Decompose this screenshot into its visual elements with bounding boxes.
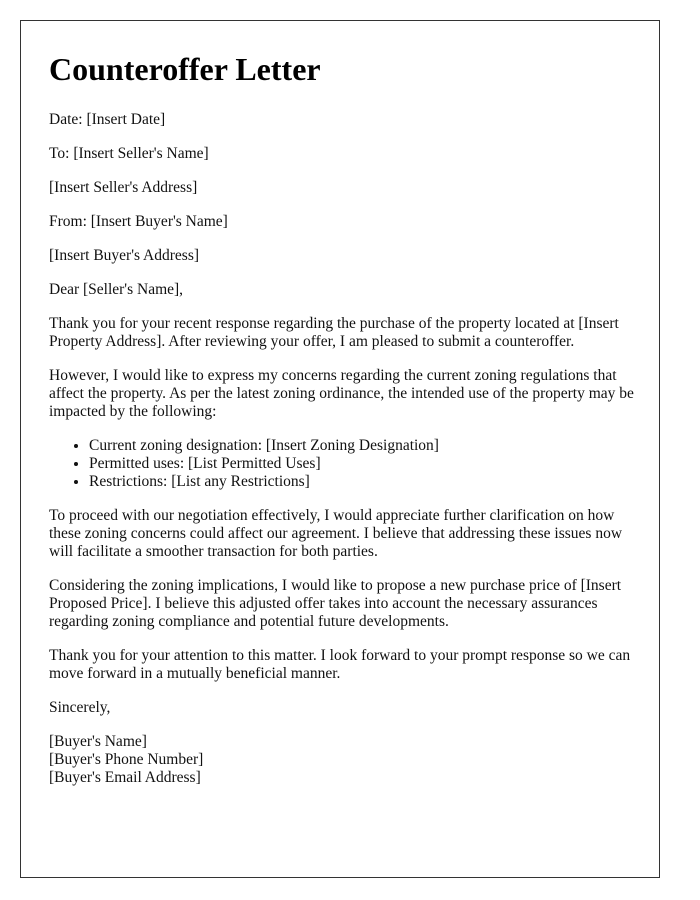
buyer-name: [Buyer's Name]: [49, 733, 147, 750]
body-paragraph-clarification: To proceed with our negotiation effectively, I would appreciate further clarification on how these zoning concerns could affect our agreement. I believe that addressing these issues now will facilitate a smoother transaction for both parties.: [49, 507, 623, 560]
buyer-email: [Buyer's Email Address]: [49, 769, 201, 786]
body-paragraph-thanks: Thank you for your attention to this matter. I look forward to your prompt response so we can move forward in a mutually beneficial manner.: [49, 647, 631, 682]
sender-line: From: [Insert Buyer's Name]: [49, 213, 228, 230]
buyer-phone: [Buyer's Phone Number]: [49, 751, 204, 768]
body-paragraph-intro: Thank you for your recent response regarding the purchase of the property located at [Insert Property Address]. After reviewing your offer, I am pleased to submit a counteroffer.: [49, 315, 619, 350]
seller-address: [Insert Seller's Address]: [49, 179, 198, 196]
letter-page: [20, 20, 660, 878]
closing: Sincerely,: [49, 699, 111, 716]
list-item: • Current zoning designation: [Insert Zoning Designation]: [89, 437, 639, 455]
salutation: Dear [Seller's Name],: [49, 281, 184, 298]
zoning-concerns-list: [49, 437, 639, 491]
list-item: • Permitted uses: [List Permitted Uses]: [89, 455, 639, 473]
signature-block: [49, 733, 639, 787]
body-paragraph-proposal: Considering the zoning implications, I would like to propose a new purchase price of [Insert Proposed Price]. I believe this adjusted offer takes into account the necessary assurances regarding zoning compliance and potential future developments.: [49, 577, 622, 630]
letter-title: Counteroffer Letter: [49, 51, 321, 87]
date-line: Date: [Insert Date]: [49, 111, 166, 128]
buyer-address: [Insert Buyer's Address]: [49, 247, 200, 264]
letter-content: [49, 49, 639, 787]
list-item: • Restrictions: [List any Restrictions]: [89, 473, 639, 491]
body-paragraph-concerns: However, I would like to express my concerns regarding the current zoning regulations that affect the property. As per the latest zoning ordinance, the intended use of the property may be impacted by the following:: [49, 367, 634, 420]
recipient-line: To: [Insert Seller's Name]: [49, 145, 209, 162]
